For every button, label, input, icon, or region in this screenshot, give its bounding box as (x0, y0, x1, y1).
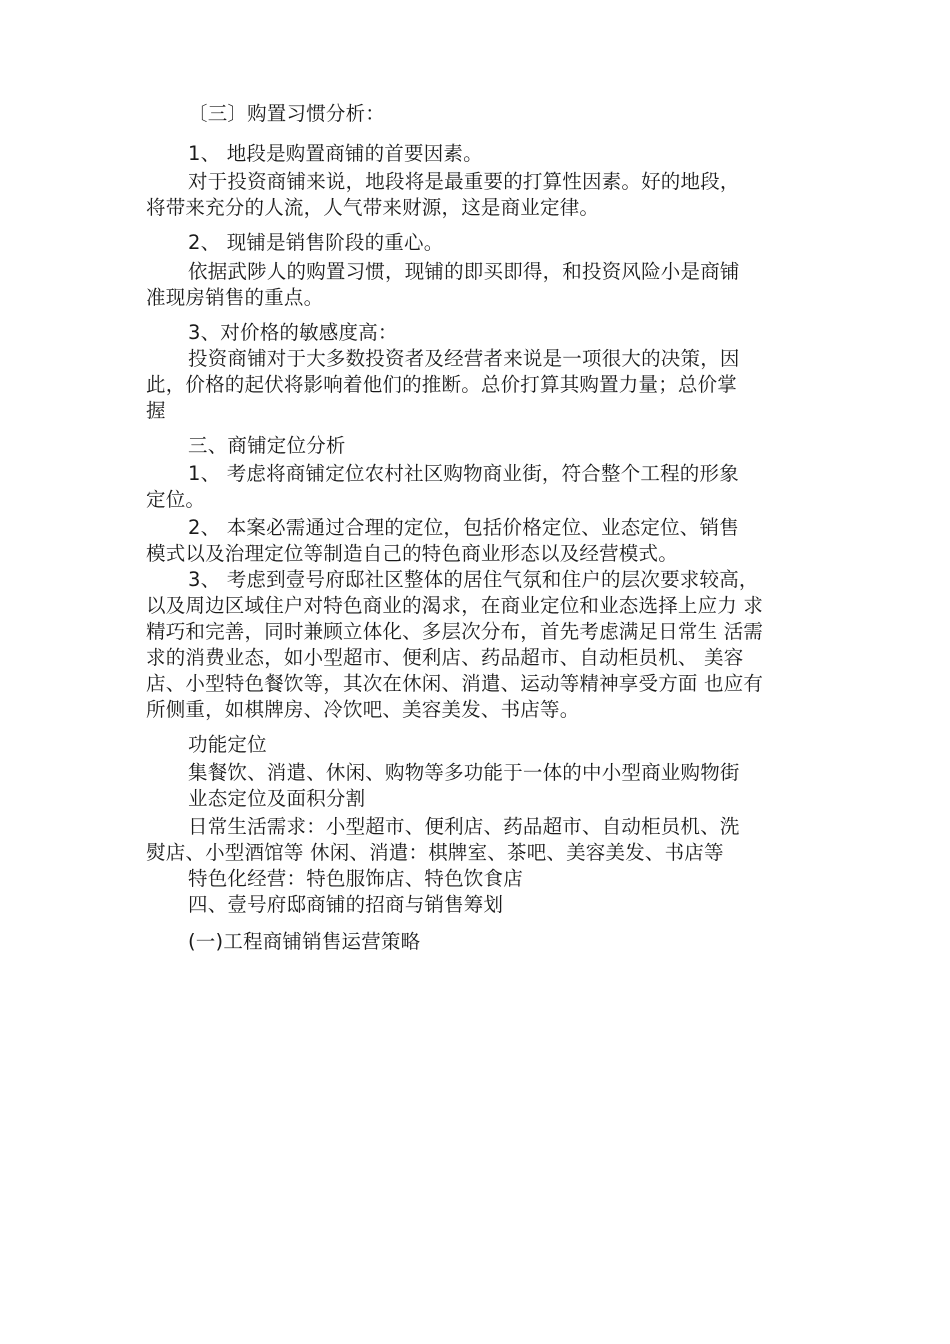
paragraph-line: 特色化经营：特色服饰店、特色饮食店 (188, 867, 523, 890)
paragraph-line: 将带来充分的人流，人气带来财源，这是商业定律。 (146, 196, 600, 219)
subheading: (一)工程商铺销售运营策略 (188, 930, 421, 953)
paragraph-line: 所侧重，如棋牌房、冷饮吧、美容美发、书店等。 (146, 698, 580, 721)
paragraph-line: 投资商铺对于大多数投资者及经营者来说是一项很大的决策，因 (188, 347, 740, 370)
numbered-item: 3、对价格的敏感度高： (188, 321, 398, 344)
numbered-item: 3、 考虑到壹号府邸社区整体的居住气氛和住户的层次要求较高， (188, 568, 759, 591)
paragraph-line: 店、小型特色餐饮等，其次在休闲、消遣、运动等精神享受方面 也应有 (146, 672, 764, 695)
numbered-item: 1、 考虑将商铺定位农村社区购物商业街，符合整个工程的形象 (188, 462, 739, 485)
paragraph-line: 熨店、小型酒馆等 休闲、消遣：棋牌室、茶吧、美容美发、书店等 (146, 841, 724, 864)
paragraph-line: 握 (146, 399, 166, 422)
numbered-item: 1、 地段是购置商铺的首要因素。 (188, 142, 483, 165)
subheading: 业态定位及面积分割 (188, 787, 366, 810)
numbered-item: 2、 本案必需通过合理的定位，包括价格定位、业态定位、销售 (188, 516, 739, 539)
paragraph-line: 准现房销售的重点。 (146, 286, 324, 309)
paragraph-line: 以及周边区域住户对特色商业的渴求，在商业定位和业态选择上应力 求 (146, 594, 764, 617)
section-heading: 三、商铺定位分析 (188, 434, 346, 457)
paragraph-line: 依据武陟人的购置习惯，现铺的即买即得，和投资风险小是商铺 (188, 260, 740, 283)
numbered-item: 2、 现铺是销售阶段的重心。 (188, 231, 444, 254)
paragraph-line: 定位。 (146, 488, 206, 511)
paragraph-line: 此，价格的起伏将影响着他们的推断。总价打算其购置力量；总价掌 (146, 373, 738, 396)
paragraph-line: 求的消费业态，如小型超市、便利店、药品超市、自动柜员机、 美容 (146, 646, 744, 669)
paragraph-line: 模式以及治理定位等制造自己的特色商业形态以及经营模式。 (146, 542, 678, 565)
paragraph-line: 对于投资商铺来说，地段将是最重要的打算性因素。好的地段， (188, 170, 740, 193)
paragraph-line: 日常生活需求：小型超市、便利店、药品超市、自动柜员机、洗 (188, 815, 740, 838)
section-heading: 四、壹号府邸商铺的招商与销售筹划 (188, 893, 504, 916)
paragraph-line: 精巧和完善，同时兼顾立体化、多层次分布，首先考虑满足日常生 活需 (146, 620, 764, 643)
subheading: 功能定位 (188, 733, 267, 756)
paragraph-line: 集餐饮、消遣、休闲、购物等多功能于一体的中小型商业购物街 (188, 761, 740, 784)
section-heading: 〔三〕购置习惯分析： (188, 102, 386, 125)
